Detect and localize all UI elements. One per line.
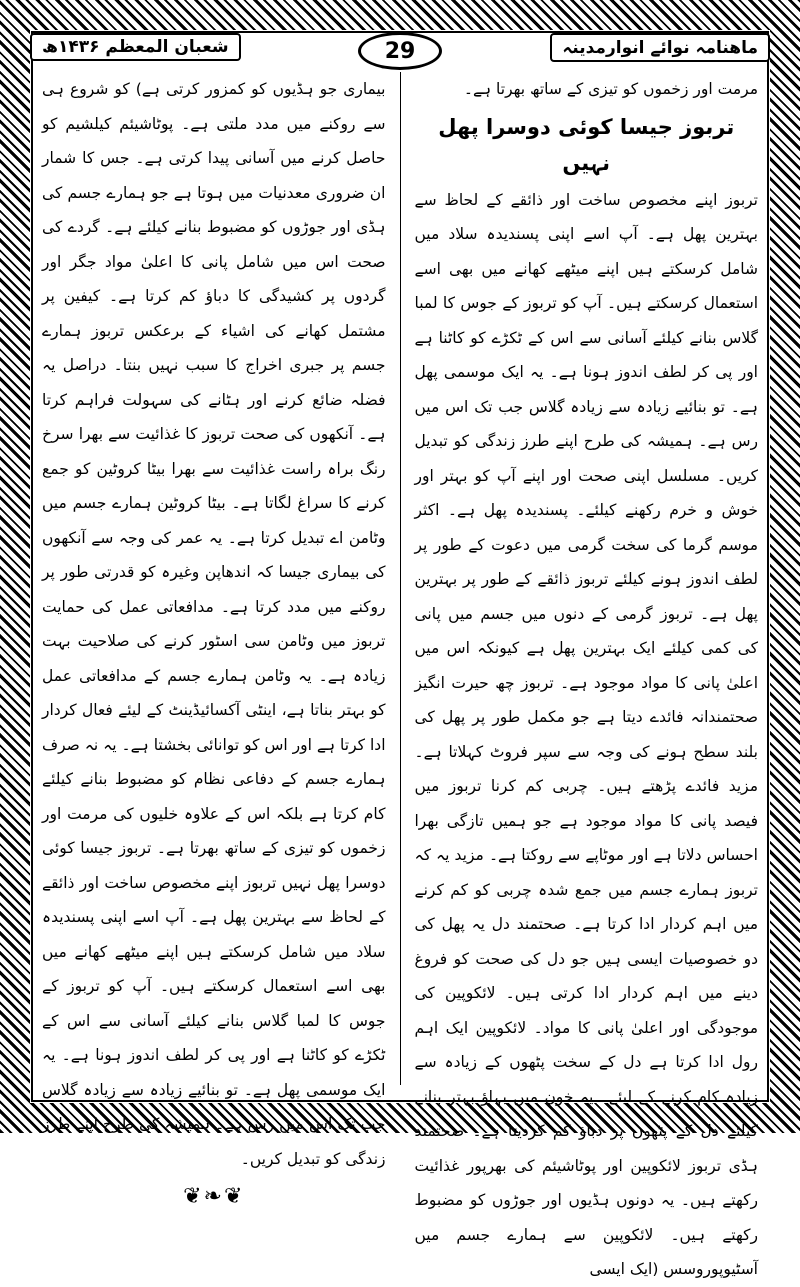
article-body xyxy=(42,72,758,1278)
page-header xyxy=(30,28,770,66)
right-column xyxy=(414,72,759,1278)
left-column xyxy=(42,72,386,1209)
right-column-text: تربوز اپنے مخصوص ساخت اور ذائقے کے لحاظ سے بہترین پھل ہے۔ آپ اسے اپنی پسندیدہ سلاد میں شامل کرسکتے ہیں اپنے میٹھے کھانے میں بھی اسے استعمال کرسکتے ہیں۔ آپ کو تربوز کے جوس کا لمبا گلاس بنانے کیلئے آسانی سے اس کے ٹکڑے کو کاٹنا ہے اور پی کر لطف اندوز ہونا ہے۔ یہ ایک موسمی پھل ہے۔ تو بنائیے زیادہ سے زیادہ گلاس جب تک اس میں رس ہے۔ ہمیشہ کی طرح اپنے طرز زندگی کو تبدیل کریں۔ مسلسل اپنی صحت اور اپنے آپ کو بہتر اور خوش و خرم رکھنے کیلئے۔ پسندیدہ پھل ہے۔ اکثر موسم گرما کی سخت گرمی میں دعوت کے طور پر لطف اندوز ہونے کیلئے تربوز ذائقے کے طور پر بہترین پھل ہے۔ تربوز گرمی کے دنوں میں جسم میں پانی کی کمی کیلئے ایک بہترین پھل ہے کیونکہ اس میں اعلیٰ پانی کا مواد موجود ہے۔ تربوز چھ حیرت انگیز صحتمندانہ فائدے دیتا ہے جو مکمل طور پر پھل کی بلند سطح ہونے کی وجہ سے سپر فروٹ کہلاتا ہے۔ مزید فائدے پڑھتے ہیں۔ چربی کم کرنا تربوز میں فیصد پانی کا مواد موجود ہے جو ہمیں تازگی بھرا احساس دلاتا ہے اور موٹاپے سے روکتا ہے۔ مزید یہ کہ تربوز ہمارے جسم میں جمع شدہ چربی کو کم کرنے میں اہم کردار ادا کرتا ہے۔ صحتمند دل یہ پھل کی دو خصوصیات ایسی ہیں جو دل کی صحت کو فروغ دینے میں اہم کردار ادا کرتی ہیں۔ لائکوپین کی موجودگی اور اعلیٰ پانی کا مواد۔ لائکوپین ایک اہم رول ادا کرتا ہے دل کے سخت پٹھوں کے زیادہ سے زیادہ کام کرنے کے لیئے۔ یہ خون میں بہاؤ بہتر بنانے کیلئے دل کے پٹھوں پر دباؤ کم کردیتا ہے۔ صحتمند ہڈی تربوز لائکوپین اور پوٹاشیئم کی بھرپور غذائیت رکھتے ہیں۔ یہ دونوں ہڈیوں اور جوڑوں کو مضبوط رکھتے ہیں۔ لائکوپین سے ہمارے جسم میں آسٹیوپوروسس (ایک ایسی xyxy=(414,190,758,1278)
magazine-title: ماھنامہ نوائے انوارمدینہ xyxy=(550,33,770,62)
column-divider xyxy=(400,72,401,1085)
issue-date: شعبان المعظم ۱۴۳۶ھ xyxy=(30,33,241,61)
section-heading: تربوز جیسا کوئی دوسرا پھل نہیں xyxy=(438,114,735,175)
left-column-text: بیماری جو ہڈیوں کو کمزور کرتی ہے) کو شروع ہی سے روکنے میں مدد ملتی ہے۔ پوٹاشیئم کیلشیم کو حاصل کرنے میں آسانی پیدا کرتی ہے۔ جس کا شمار ان ضروری معدنیات میں ہوتا ہے جو ہمارے جسم کی ہڈی اور جوڑوں کو مضبوط بنانے کیلئے ہے۔ گردے کی صحت اس میں شامل پانی کا اعلیٰ مواد جگر اور گردوں پر کشیدگی کا دباؤ کم کرتا ہے۔ کیفین پر مشتمل کھانے کی اشیاء کے برعکس تربوز ہمارے جسم پر جبری اخراج کا سبب نہیں بنتا۔ دراصل یہ فضلہ ضائع کرنے اور ہٹانے کی سہولت فراہم کرتا ہے۔ آنکھوں کی صحت تربوز کا غذائیت سے بھرا سرخ رنگ براہ راست غذائیت سے بھرا بیٹا کروٹین کو جمع کرنے کا سراغ لگاتا ہے۔ بیٹا کروٹین ہمارے جسم میں وٹامن اے تبدیل کرتا ہے۔ یہ عمر کی وجہ سے آنکھوں کی بیماری جیسا کہ اندھاپن وغیرہ کو قدرتی طور پر روکنے میں مدد کرتا ہے۔ مدافعاتی عمل کی حمایت تربوز میں وٹامن سی اسٹور کرنے کی صلاحیت بہت زیادہ ہے۔ یہ وٹامن ہمارے جسم کے مدافعاتی عمل کو بہتر بناتا ہے، اینٹی آکسائیڈینٹ کے لیئے فعال کردار ادا کرتا ہے اور اس کو توانائی بخشتا ہے۔ یہ نہ صرف ہمارے جسم کے دفاعی نظام کو مضبوط بنانے کیلئے کام کرتا ہے بلکہ اس کے علاوہ خلیوں کی مرمت اور زخموں کو تیزی کے ساتھ بھرتا ہے۔ تربوز جیسا کوئی دوسرا پھل نہیں تربوز اپنے مخصوص ساخت اور ذائقے کے لحاظ سے بہترین پھل ہے۔ آپ اسے اپنی پسندیدہ سلاد میں شامل کرسکتے ہیں اپنے میٹھے کھانے میں بھی اسے استعمال کرسکتے ہیں۔ آپ کو تربوز کے جوس کا لمبا گلاس بنانے کیلئے آسانی سے اس کے ٹکڑے کو کاٹنا ہے اور پی کر لطف اندوز ہونا ہے۔ یہ ایک موسمی پھل ہے۔ تو بنائیے زیادہ سے زیادہ گلاس جب تک اس میں رس ہے۔ ہمیشہ کی طرح اپنے طرز زندگی کو تبدیل کریں۔ xyxy=(42,80,386,1168)
intro-line: مرمت اور زخموں کو تیزی کے ساتھ بھرتا ہے۔ xyxy=(463,80,758,98)
ornament: ❦❧❦ xyxy=(183,1184,245,1209)
page-number: 29 xyxy=(358,32,442,70)
